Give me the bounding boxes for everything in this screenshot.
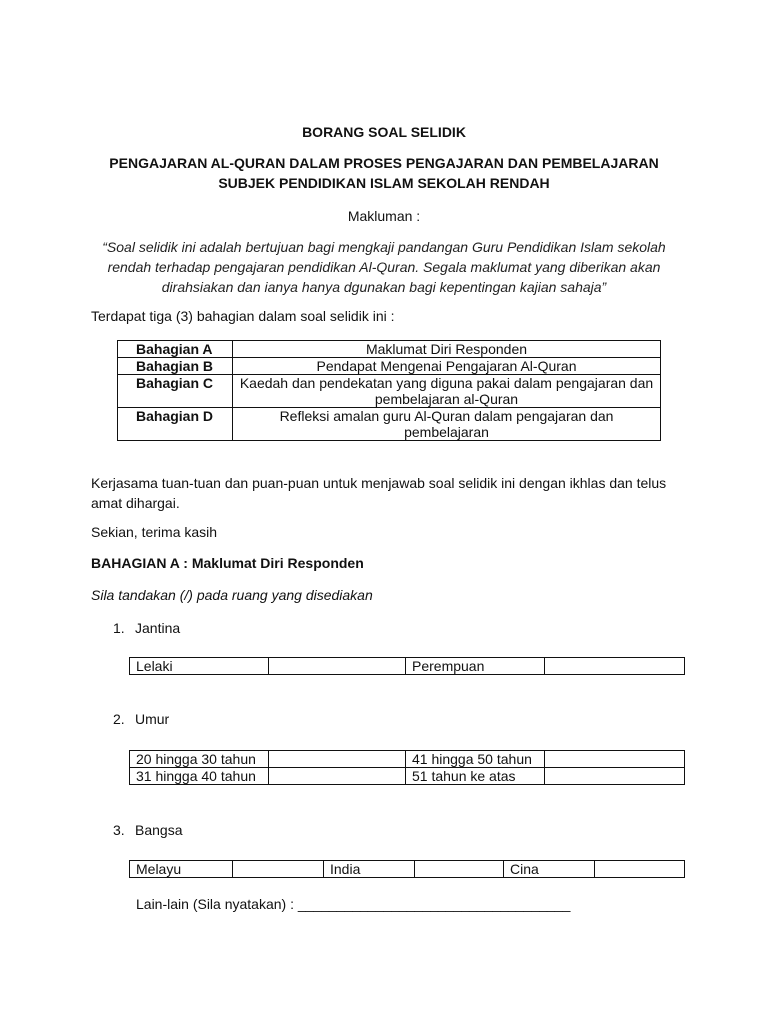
table-row — [118, 358, 661, 375]
instruction-text: Sila tandakan (/) pada ruang yang disediakan — [91, 587, 373, 603]
sections-table — [117, 340, 661, 441]
checkbox-cell-51-plus[interactable] — [545, 768, 685, 785]
section-desc — [233, 375, 661, 408]
other-field[interactable]: Lain-lain (Sila nyatakan) : ___________________________________ — [136, 896, 571, 912]
intro-text: Terdapat tiga (3) bahagian dalam soal selidik ini : — [91, 308, 395, 324]
checkbox-cell-31-40[interactable] — [269, 768, 406, 785]
question-number: 3. — [113, 822, 125, 838]
checkbox-cell-india[interactable] — [415, 861, 504, 878]
form-title: BORANG SOAL SELIDIK — [302, 124, 466, 140]
option-label: Cina — [504, 861, 595, 878]
makluman-line: dirahsiakan dan ianya hanya dgunakan bagi kepentingan kajian sahaja” — [161, 279, 607, 295]
section-desc — [233, 408, 661, 441]
bangsa-options — [129, 860, 685, 878]
section-label: Bahagian C — [118, 375, 233, 408]
makluman-line: “Soal selidik ini adalah bertujuan bagi mengkaji pandangan Guru Pendidikan Islam sekolah — [102, 239, 666, 255]
table-row — [130, 861, 685, 878]
section-label: Bahagian B — [118, 358, 233, 375]
question-label: Jantina — [135, 620, 181, 636]
section-desc-line: pembelajaran al-Quran — [374, 391, 519, 407]
question-1 — [113, 620, 180, 636]
option-label: Lelaki — [130, 658, 269, 675]
jantina-options — [129, 657, 685, 675]
section-desc-line: Refleksi amalan guru Al-Quran dalam pengajaran dan — [279, 408, 614, 424]
checkbox-cell-20-30[interactable] — [269, 751, 406, 768]
option-label: Melayu — [130, 861, 233, 878]
option-label: 51 tahun ke atas — [406, 768, 545, 785]
makluman-line: rendah terhadap pengajaran pendidikan Al-Quran. Segala maklumat yang diberikan akan — [107, 259, 661, 275]
question-2 — [113, 711, 169, 727]
section-desc-line: Kaedah dan pendekatan yang diguna pakai dalam pengajaran dan — [239, 375, 654, 391]
question-label: Bangsa — [135, 822, 183, 838]
makluman-quote — [0, 237, 768, 297]
checkbox-cell-perempuan[interactable] — [545, 658, 685, 675]
cooperation-text — [91, 473, 666, 513]
section-label: Bahagian D — [118, 408, 233, 441]
table-row — [118, 341, 661, 358]
option-label: Perempuan — [406, 658, 545, 675]
section-desc: Maklumat Diri Responden — [233, 341, 661, 358]
checkbox-cell-cina[interactable] — [595, 861, 685, 878]
cooperation-line: Kerjasama tuan-tuan dan puan-puan untuk menjawab soal selidik ini dengan ikhlas dan telus — [91, 475, 667, 491]
table-row — [130, 751, 685, 768]
table-row — [118, 375, 661, 408]
table-row — [130, 658, 685, 675]
cooperation-line: amat dihargai. — [91, 495, 180, 511]
table-row — [118, 408, 661, 441]
section-desc: Pendapat Mengenai Pengajaran Al-Quran — [233, 358, 661, 375]
question-number: 2. — [113, 711, 125, 727]
option-label: 41 hingga 50 tahun — [406, 751, 545, 768]
form-subtitle-line2: SUBJEK PENDIDIKAN ISLAM SEKOLAH RENDAH — [218, 175, 550, 191]
option-label: India — [324, 861, 415, 878]
option-label: 31 hingga 40 tahun — [130, 768, 269, 785]
umur-options — [129, 750, 685, 785]
checkbox-cell-41-50[interactable] — [545, 751, 685, 768]
part-a-heading: BAHAGIAN A : Maklumat Diri Responden — [91, 555, 364, 571]
form-subtitle-line1: PENGAJARAN AL-QURAN DALAM PROSES PENGAJARAN DAN PEMBELAJARAN — [109, 155, 659, 171]
table-row — [130, 768, 685, 785]
closing-text: Sekian, terima kasih — [91, 524, 218, 540]
checkbox-cell-lelaki[interactable] — [269, 658, 406, 675]
checkbox-cell-melayu[interactable] — [233, 861, 324, 878]
question-number: 1. — [113, 620, 125, 636]
section-label: Bahagian A — [118, 341, 233, 358]
makluman-heading: Makluman : — [347, 208, 421, 224]
section-desc-line: pembelajaran — [404, 424, 489, 440]
question-label: Umur — [135, 711, 170, 727]
question-3 — [113, 822, 182, 838]
option-label: 20 hingga 30 tahun — [130, 751, 269, 768]
